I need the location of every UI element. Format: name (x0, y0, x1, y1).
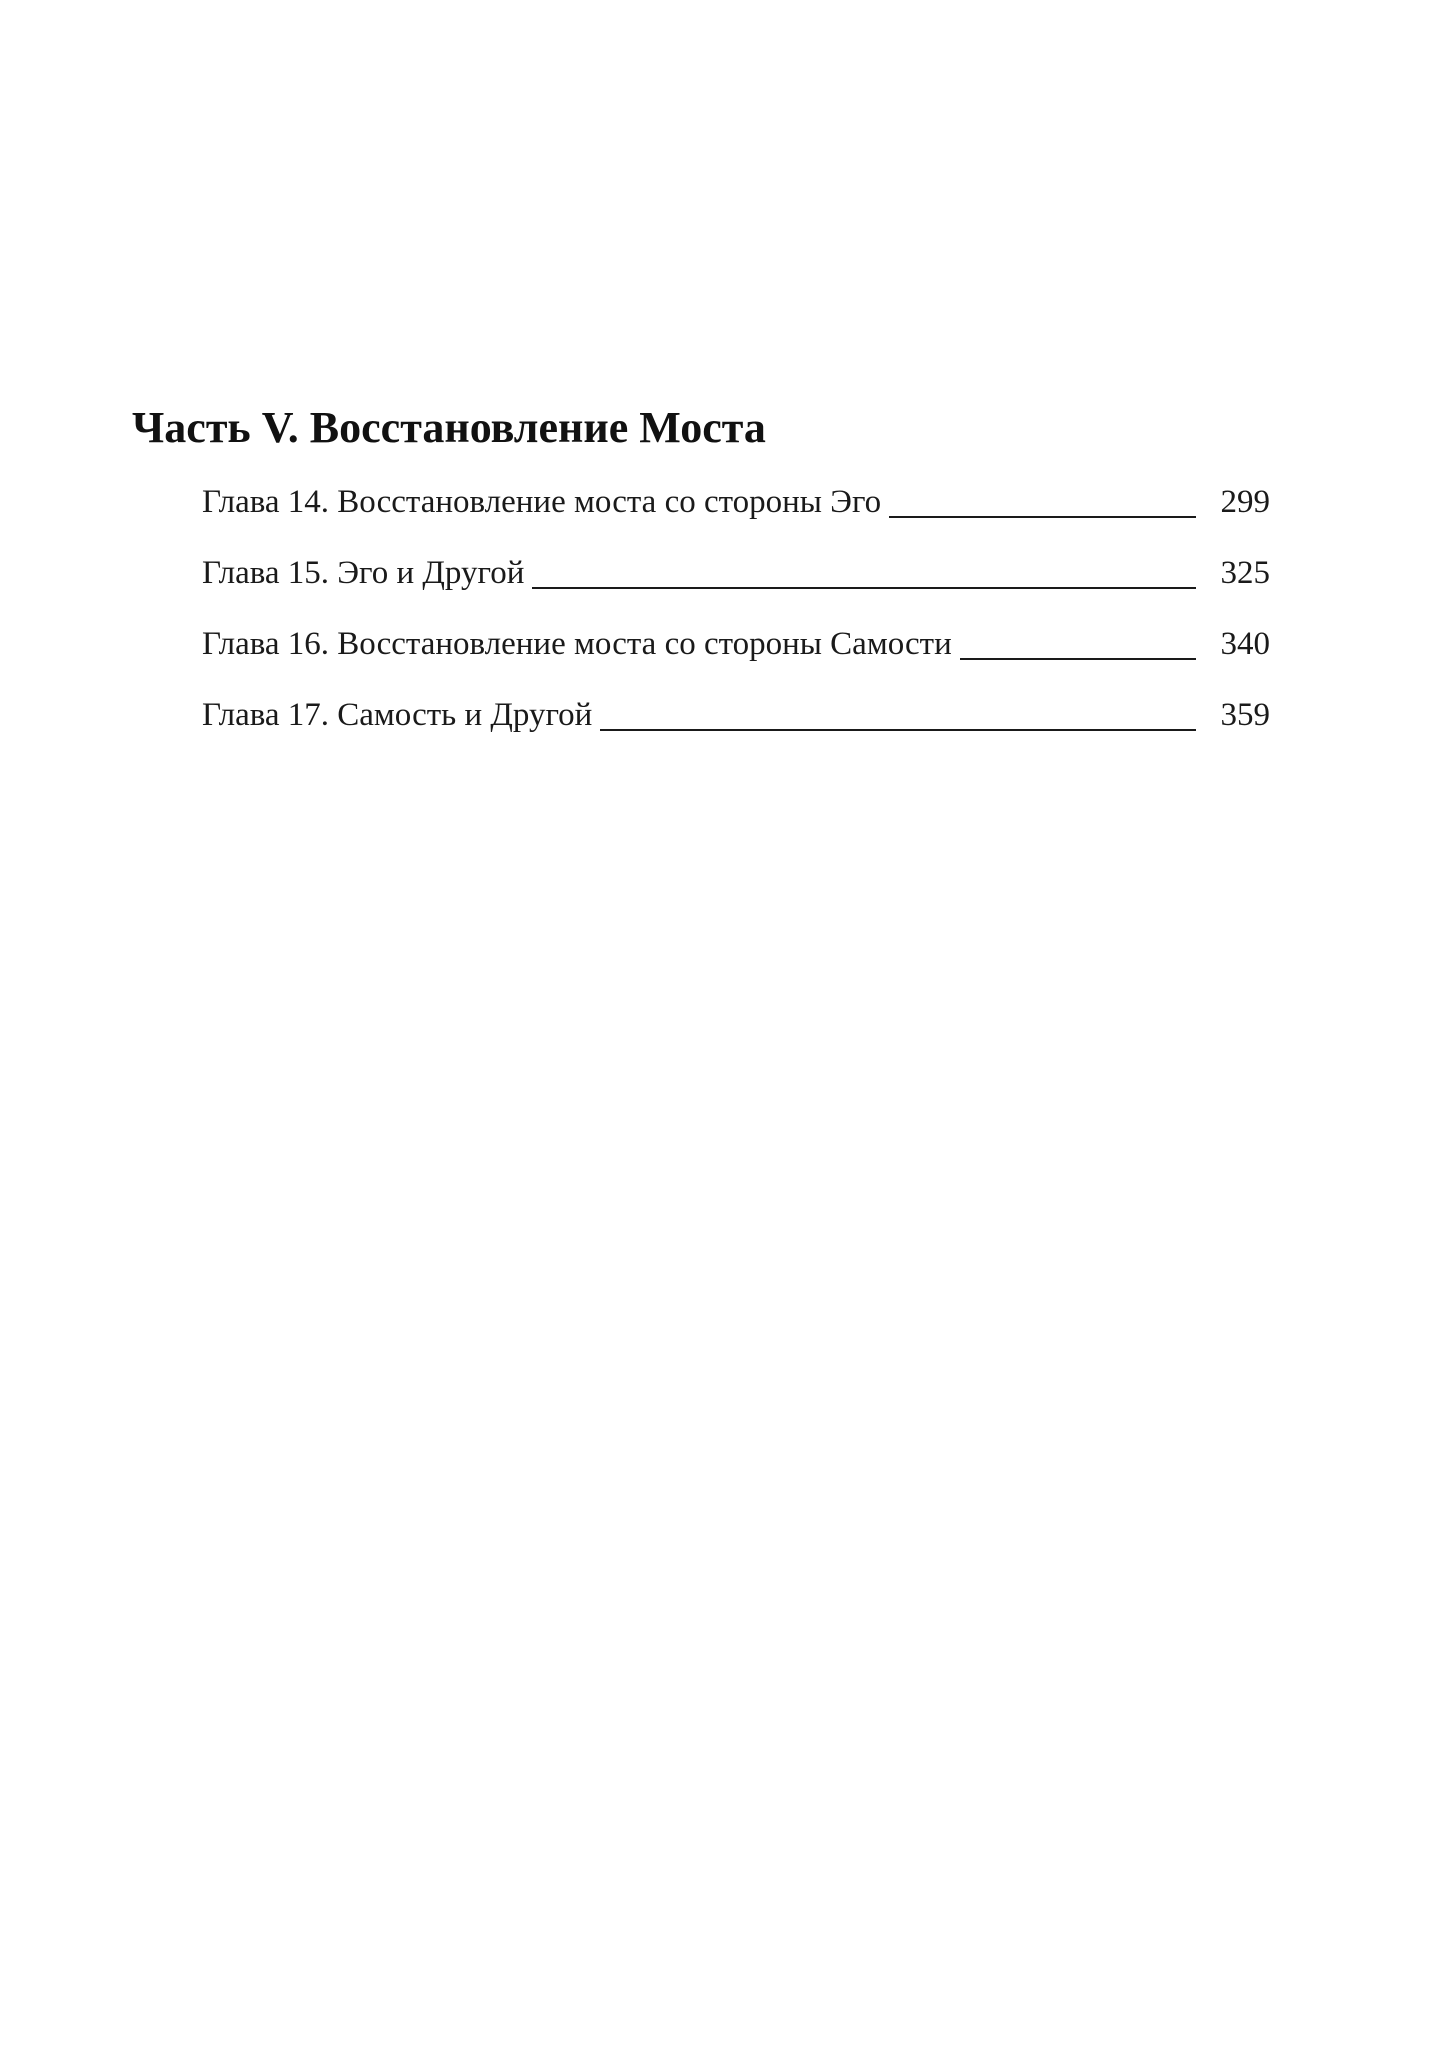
toc-entry-chapter-15 (202, 543, 1270, 614)
toc-entry-title: Глава 16. Восстановление моста со стороны Самости (202, 626, 952, 662)
toc-entry-page-number: 340 (1220, 626, 1270, 662)
part-heading: Часть V. Восстановление Моста (132, 403, 766, 452)
toc-leader-line (532, 587, 1196, 589)
toc-entry-title: Глава 15. Эго и Другой (202, 555, 525, 591)
toc-leader-line (889, 516, 1196, 518)
toc-entry-page-number: 299 (1220, 484, 1270, 520)
toc-entry-chapter-17 (202, 685, 1270, 756)
toc-leader-line (600, 729, 1196, 731)
toc-entry-page-number: 325 (1220, 555, 1270, 591)
toc-entry-chapter-16 (202, 614, 1270, 685)
table-of-contents (202, 472, 1270, 756)
toc-leader-line (960, 658, 1196, 660)
toc-entry-title: Глава 17. Самость и Другой (202, 697, 593, 733)
toc-entry-title: Глава 14. Восстановление моста со стороны Эго (202, 484, 882, 520)
toc-entry-chapter-14 (202, 472, 1270, 543)
toc-entry-page-number: 359 (1220, 697, 1270, 733)
